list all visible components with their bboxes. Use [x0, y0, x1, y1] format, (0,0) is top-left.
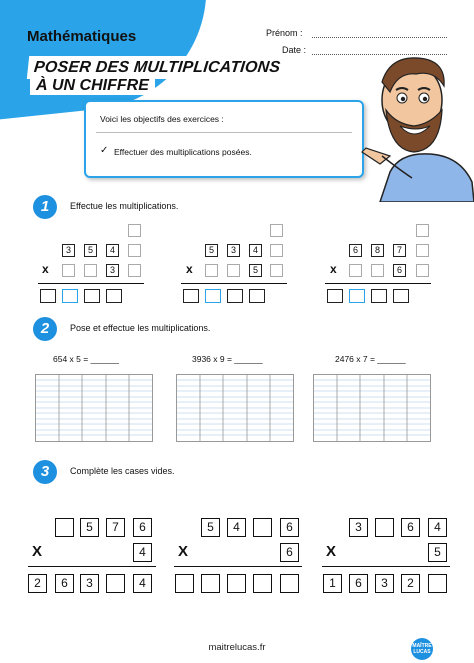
work-grid[interactable]: [313, 374, 431, 442]
result-box[interactable]: [183, 289, 199, 303]
exercise-2-instruction: Pose et effectue les multiplications.: [70, 323, 211, 333]
carry-box[interactable]: [270, 264, 283, 277]
carry-box[interactable]: [128, 244, 141, 257]
title-line-1: POSER DES MULTIPLICATIONS: [33, 59, 282, 76]
digit-box: 4: [428, 518, 447, 537]
result-box[interactable]: [106, 574, 125, 593]
digit-box[interactable]: [253, 518, 272, 537]
digit-box[interactable]: [84, 264, 97, 277]
grid-lines: [36, 375, 152, 441]
result-box[interactable]: [62, 289, 78, 303]
result-box[interactable]: [227, 289, 243, 303]
multiply-sign: x: [330, 262, 337, 276]
result-box[interactable]: [205, 289, 221, 303]
carry-box[interactable]: [270, 244, 283, 257]
subject-label: Mathématiques: [27, 28, 137, 45]
prenom-label: Prénom :: [266, 28, 303, 38]
digit-box: 5: [428, 543, 447, 562]
digit-box: 3: [62, 244, 75, 257]
carry-box[interactable]: [128, 264, 141, 277]
digit-box[interactable]: [205, 264, 218, 277]
multiply-sign: X: [32, 543, 43, 560]
carry-box[interactable]: [270, 224, 283, 237]
result-box[interactable]: [280, 574, 299, 593]
objectives-box: [84, 100, 364, 178]
result-box: 3: [80, 574, 99, 593]
result-box: 1: [323, 574, 342, 593]
result-box[interactable]: [371, 289, 387, 303]
divider: [96, 132, 352, 133]
digit-box: 5: [205, 244, 218, 257]
digit-box: 6: [280, 518, 299, 537]
digit-box: 7: [106, 518, 125, 537]
digit-box: 4: [133, 543, 152, 562]
digit-box: 6: [393, 264, 406, 277]
result-box[interactable]: [249, 289, 265, 303]
result-box[interactable]: [327, 289, 343, 303]
exercise-1-badge: 1: [33, 195, 57, 219]
result-box[interactable]: [175, 574, 194, 593]
exercise-1-instruction: Effectue les multiplications.: [70, 201, 179, 211]
objectives-title: Voici les objectifs des exercices :: [100, 114, 224, 124]
footer-site[interactable]: maitrelucas.fr: [208, 642, 266, 653]
digit-box: 5: [84, 244, 97, 257]
problem-text: 2476 x 7 = ______: [335, 354, 406, 364]
grid-lines: [314, 375, 430, 441]
digit-box[interactable]: [371, 264, 384, 277]
result-box[interactable]: [40, 289, 56, 303]
carry-box[interactable]: [416, 244, 429, 257]
digit-box: 8: [371, 244, 384, 257]
digit-box: 4: [106, 244, 119, 257]
maitre-lucas-logo: [411, 638, 433, 660]
result-line: [325, 283, 431, 284]
grid-lines: [177, 375, 293, 441]
result-box: 6: [349, 574, 368, 593]
result-box: 4: [133, 574, 152, 593]
title-line-2: À UN CHIFFRE: [30, 76, 155, 95]
digit-box: 5: [80, 518, 99, 537]
prenom-field[interactable]: [312, 37, 447, 38]
result-box: 3: [375, 574, 394, 593]
logo-text-1: MAÎTRE: [412, 643, 432, 649]
logo-text-2: LUCAS: [413, 649, 431, 655]
teacher-character-illustration: [360, 52, 474, 202]
result-box[interactable]: [253, 574, 272, 593]
digit-box: 3: [227, 244, 240, 257]
result-line: [322, 566, 450, 567]
result-box[interactable]: [84, 289, 100, 303]
multiply-sign: X: [178, 543, 189, 560]
result-box[interactable]: [201, 574, 220, 593]
digit-box[interactable]: [227, 264, 240, 277]
digit-box: 6: [401, 518, 420, 537]
digit-box[interactable]: [375, 518, 394, 537]
digit-box[interactable]: [55, 518, 74, 537]
result-box: 2: [401, 574, 420, 593]
result-line: [28, 566, 156, 567]
digit-box: 3: [349, 518, 368, 537]
digit-box: 5: [201, 518, 220, 537]
multiply-sign: x: [186, 262, 193, 276]
objective-item: Effectuer des multiplications posées.: [114, 147, 252, 157]
result-box[interactable]: [393, 289, 409, 303]
result-box[interactable]: [428, 574, 447, 593]
exercise-3-badge: 3: [33, 460, 57, 484]
digit-box: 4: [249, 244, 262, 257]
problem-text: 3936 x 9 = ______: [192, 354, 263, 364]
multiply-sign: x: [42, 262, 49, 276]
carry-box[interactable]: [416, 264, 429, 277]
multiply-sign: X: [326, 543, 337, 560]
digit-box: 6: [133, 518, 152, 537]
problem-text: 654 x 5 = ______: [53, 354, 119, 364]
digit-box: 3: [106, 264, 119, 277]
carry-box[interactable]: [416, 224, 429, 237]
digit-box: 5: [249, 264, 262, 277]
result-box[interactable]: [349, 289, 365, 303]
date-label: Date :: [282, 45, 307, 55]
result-line: [174, 566, 302, 567]
result-line: [38, 283, 144, 284]
digit-box[interactable]: [62, 264, 75, 277]
result-line: [181, 283, 287, 284]
exercise-3-instruction: Complète les cases vides.: [70, 466, 175, 476]
digit-box[interactable]: [349, 264, 362, 277]
result-box[interactable]: [227, 574, 246, 593]
exercise-2-badge: 2: [33, 317, 57, 341]
digit-box: 6: [280, 543, 299, 562]
result-box[interactable]: [106, 289, 122, 303]
work-grid[interactable]: [35, 374, 153, 442]
digit-box: 7: [393, 244, 406, 257]
digit-box: 4: [227, 518, 246, 537]
result-box: 2: [28, 574, 47, 593]
work-grid[interactable]: [176, 374, 294, 442]
check-icon: ✓: [100, 145, 109, 156]
result-box: 6: [55, 574, 74, 593]
carry-box[interactable]: [128, 224, 141, 237]
digit-box: 6: [349, 244, 362, 257]
